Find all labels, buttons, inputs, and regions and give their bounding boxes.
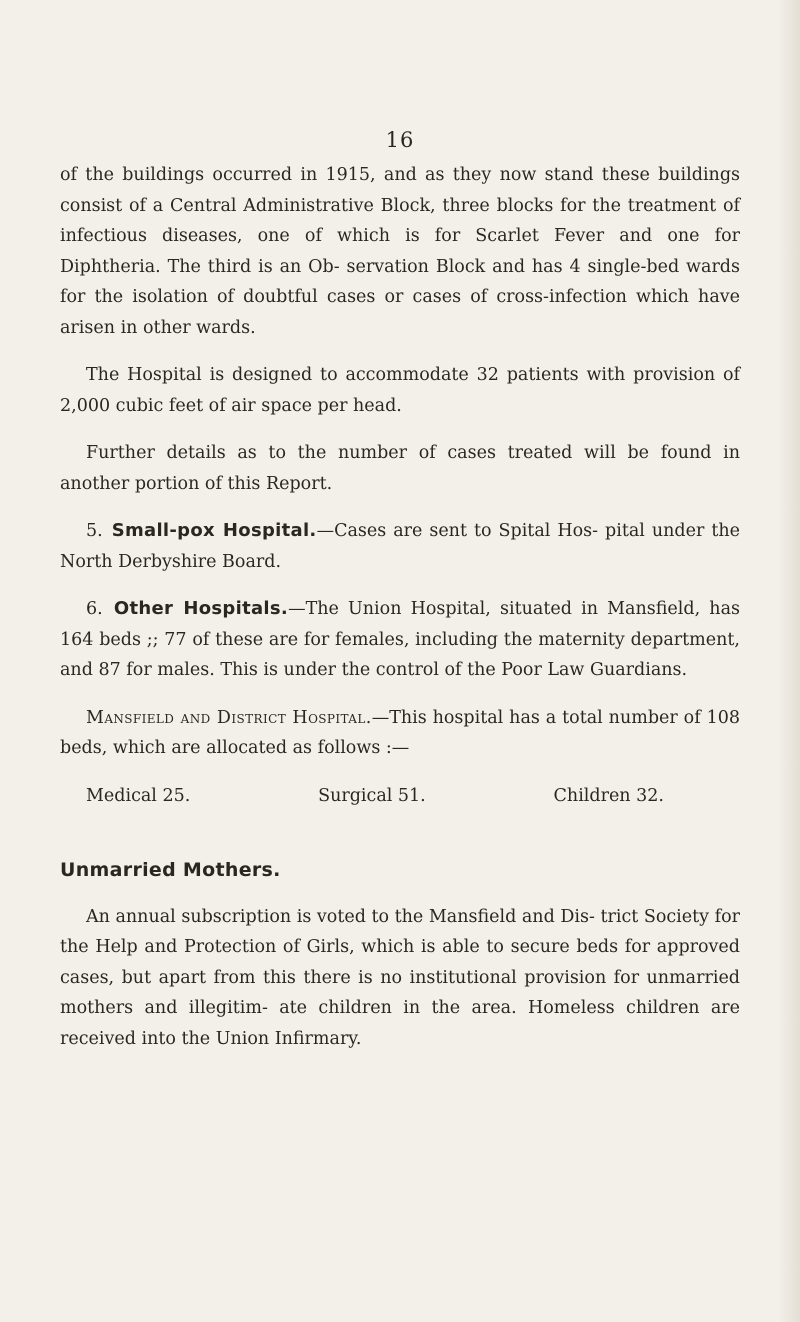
smallpox-hospital-heading: Small-pox Hospital.: [111, 520, 317, 541]
paragraph-accommodation: The Hospital is designed to accommodate 32 patients with provision of 2,000 cubic feet of air space per head.: [60, 365, 740, 416]
mansfield-district-hospital-section: [60, 703, 740, 764]
unmarried-mothers-paragraph: An annual subscription is voted to the Mansfield and Dis- trict Society for the Help and Protection of Girls, which is able to secure beds for approved cases, but apart from this there is no institutional provision for unmarried mothers and illegitim- ate children in the area. Homeless children are received into the Union Infirmary.: [60, 906, 740, 1049]
page-number: 16: [385, 128, 415, 152]
mansfield-district-hospital-text: —This hospital has a total number of 108 beds, which are allocated as follows :—: [60, 707, 740, 758]
section-number: 6.: [86, 599, 103, 619]
paragraph-buildings: of the buildings occurred in 1915, and as they now stand these buildings consist of a Central Administrative Block, three blocks for the treatment of infectious diseases, one of which is for Scarlet Fever and one for Diphtheria. The third is an Ob- servation Block and has 4 single-bed wards for the isolation of doubtful cases or cases of cross-infection which have arisen in other wards.: [60, 165, 740, 338]
bed-allocation-row: [60, 781, 740, 812]
other-hospitals-text: —The Union Hospital, situated in Mansfield, has 164 beds ;; 77 of these are for females, including the maternity department, and 87 for males. This is under the control of the Poor Law Guardians.: [60, 599, 740, 680]
other-hospitals-section: [60, 594, 740, 686]
other-hospitals-heading: Other Hospitals.: [113, 598, 289, 619]
beds-medical: Medical 25.: [86, 785, 191, 806]
smallpox-hospital-section: [60, 516, 740, 577]
smallpox-hospital-text: —Cases are sent to Spital Hos- pital under the North Derbyshire Board.: [60, 521, 740, 572]
page-edge-shadow: [778, 0, 800, 1322]
beds-surgical: Surgical 51.: [318, 785, 426, 806]
section-number: 5.: [86, 521, 103, 541]
beds-children: Children 32.: [553, 785, 664, 806]
unmarried-mothers-heading: Unmarried Mothers.: [60, 859, 281, 881]
mansfield-district-hospital-heading: Mansfield and District Hospital.: [86, 707, 372, 728]
paragraph-further-details: Further details as to the number of cases treated will be found in another portion of this Report.: [60, 443, 740, 494]
document-body: [60, 160, 740, 1071]
